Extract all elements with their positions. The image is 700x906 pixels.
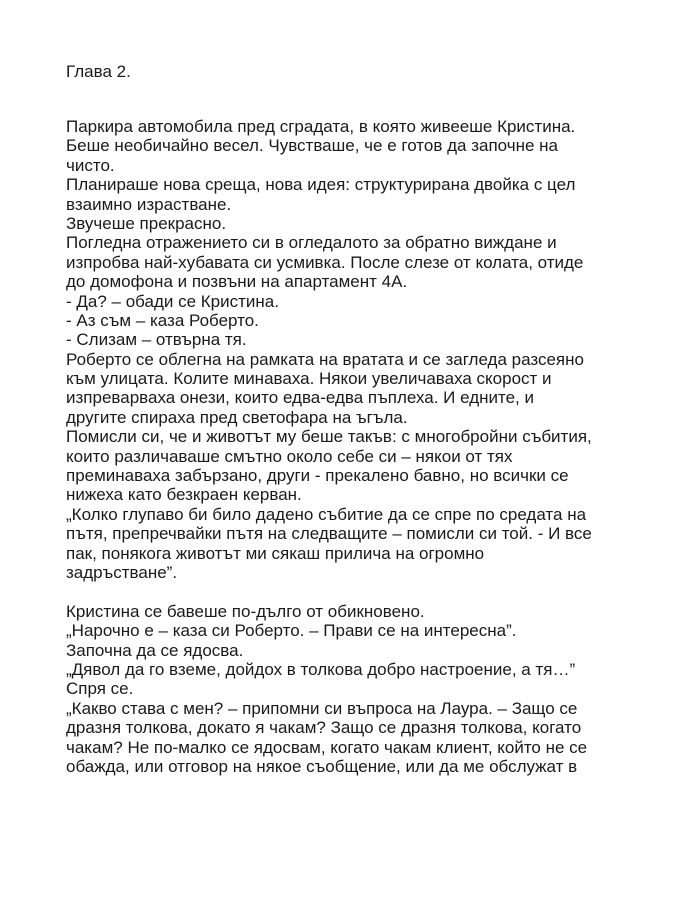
text-line: - Слизам – отвърна тя. bbox=[66, 330, 247, 350]
text-line: чисто. bbox=[66, 155, 115, 175]
text-line: нижеха като безкраен керван. bbox=[66, 485, 302, 505]
text-line: преминаваха забързано, други - прекалено бавно, но всички се bbox=[66, 466, 569, 486]
text-line: Паркира автомобила пред сградата, в която живееше Кристина. bbox=[66, 117, 576, 136]
text-line: - Аз съм – каза Роберто. bbox=[66, 310, 259, 330]
text-line: Планираше нова среща, нова идея: структурирана двойка с цел bbox=[66, 175, 576, 195]
text-line: Роберто се облегна на рамката на вратата и се загледа разсеяно bbox=[66, 349, 584, 369]
paragraph-gap bbox=[66, 582, 666, 601]
text-line: изпробва най-хубавата си усмивка. После слезе от колата, отиде bbox=[66, 252, 584, 272]
text-line: задръстване”. bbox=[66, 562, 178, 582]
text-line: изпреварваха онези, които едва-едва пъплеха. И едните, и bbox=[66, 388, 534, 408]
text-line: пътя, препречвайки пътя на следващите – помисли си той. - И все bbox=[66, 524, 592, 544]
text-line: „Колко глупаво би било дадено събитие да се спре по средата на bbox=[66, 504, 587, 524]
text-line: Кристина се бавеше по-дълго от обикновено. bbox=[66, 601, 425, 621]
chapter-heading: Глава 2. bbox=[66, 62, 131, 81]
text-line: които различаваше смътно около себе си – някои от тях bbox=[66, 446, 513, 466]
text-line: „Нарочно е – каза си Роберто. – Прави се на интересна”. bbox=[66, 621, 517, 641]
text-line: Помисли си, че и животът му беше такъв: с многобройни събития, bbox=[66, 427, 592, 447]
text-line: Погледна отражението си в огледалото за обратно виждане и bbox=[66, 233, 557, 253]
text-line: „Дявол да го вземе, дойдох в толкова добро настроение, а тя…” bbox=[66, 659, 576, 679]
text-line: Звучеше прекрасно. bbox=[66, 213, 227, 233]
text-line: взаимно израстване. bbox=[66, 194, 232, 214]
text-line: „Какво става с мен? – припомни си въпроса на Лаура. – Защо се bbox=[66, 698, 578, 718]
text-line: до домофона и позвъни на апартамент 4А. bbox=[66, 272, 408, 292]
text-line: Започна да се ядосва. bbox=[66, 640, 244, 660]
text-line: - Да? – обади се Кристина. bbox=[66, 291, 279, 311]
text-line: чакам? Не по-малко се ядосвам, когато чакам клиент, който не се bbox=[66, 737, 588, 757]
chapter-body bbox=[66, 117, 666, 776]
text-line: Беше необичайно весел. Чувстваше, че е готов да започне на bbox=[66, 136, 558, 156]
text-line: дразня толкова, докато я чакам? Защо се дразня толкова, когато bbox=[66, 718, 582, 738]
text-line: пак, понякога животът ми сякаш прилича на огромно bbox=[66, 543, 485, 563]
text-line: Спря се. bbox=[66, 679, 134, 699]
text-line: към улицата. Колите минаваха. Някои увеличаваха скорост и bbox=[66, 369, 552, 389]
text-line: другите спираха пред светофара на ъгъла. bbox=[66, 407, 408, 427]
text-line: обажда, или отговор на някое съобщение, или да ме обслужат в bbox=[66, 756, 578, 776]
